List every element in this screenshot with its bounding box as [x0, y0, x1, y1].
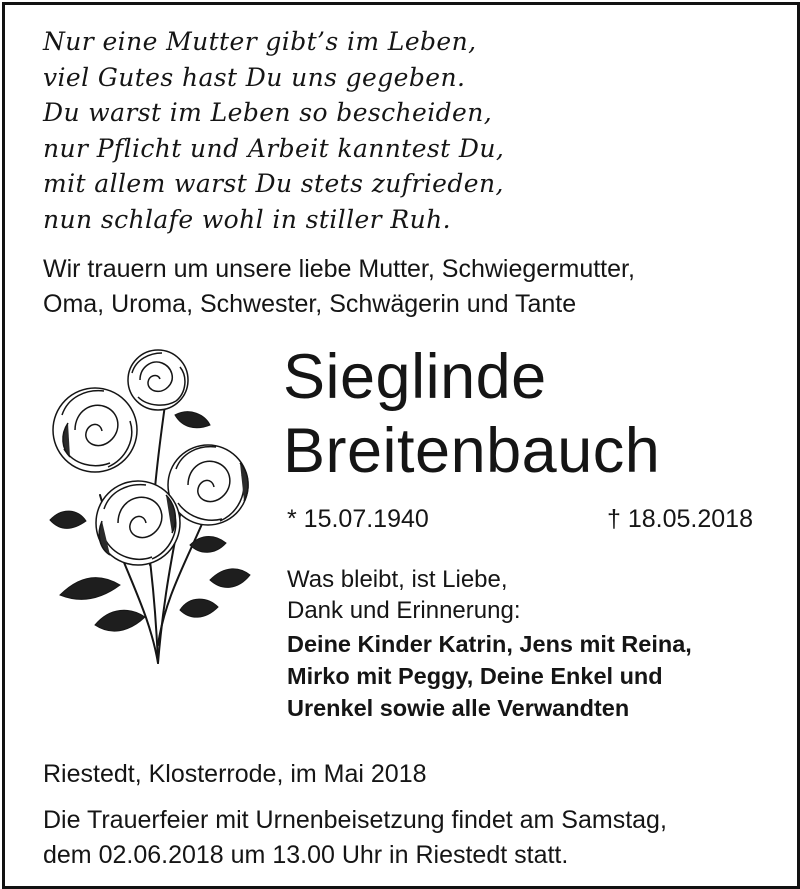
intro-line: Oma, Uroma, Schwester, Schwägerin und Tante: [43, 290, 577, 318]
mourners-line: Deine Kinder Katrin, Jens mit Reina,: [287, 631, 692, 657]
death-date: † 18.05.2018: [607, 505, 753, 533]
remains-text: [287, 564, 520, 626]
mourners-line: Urenkel sowie alle Verwandten: [287, 695, 630, 721]
service-line: dem 02.06.2018 um 13.00 Uhr in Riestedt statt.: [43, 841, 569, 869]
funeral-service-info: [43, 803, 667, 873]
intro-line: Wir trauern um unsere liebe Mutter, Schwiegermutter,: [43, 255, 635, 283]
poem-line: Du warst im Leben so bescheiden,: [43, 98, 493, 127]
mourners-list: [287, 628, 692, 724]
deceased-name: [283, 340, 660, 488]
poem-line: nun schlafe wohl in stiller Ruh.: [43, 204, 451, 234]
remains-line: Was bleibt, ist Liebe,: [287, 566, 508, 593]
poem-line: mit allem warst Du stets zufrieden,: [43, 169, 504, 198]
first-name: Sieglinde: [283, 342, 547, 412]
remains-line: Dank und Erinnerung:: [287, 597, 521, 624]
mourners-line: Mirko mit Peggy, Deine Enkel und: [287, 663, 663, 689]
poem: [43, 24, 504, 237]
roses-bouquet-icon: [40, 345, 255, 665]
service-line: Die Trauerfeier mit Urnenbeisetzung findet am Samstag,: [43, 806, 667, 834]
birth-date: * 15.07.1940: [287, 505, 429, 533]
mourning-intro: [43, 252, 635, 322]
place-date: Riestedt, Klosterrode, im Mai 2018: [43, 760, 427, 788]
poem-line: nur Pflicht und Arbeit kanntest Du,: [43, 133, 505, 163]
poem-line: viel Gutes hast Du uns gegeben.: [43, 62, 466, 92]
last-name: Breitenbauch: [283, 416, 661, 486]
poem-line: Nur eine Mutter gibt’s im Leben,: [43, 27, 477, 56]
